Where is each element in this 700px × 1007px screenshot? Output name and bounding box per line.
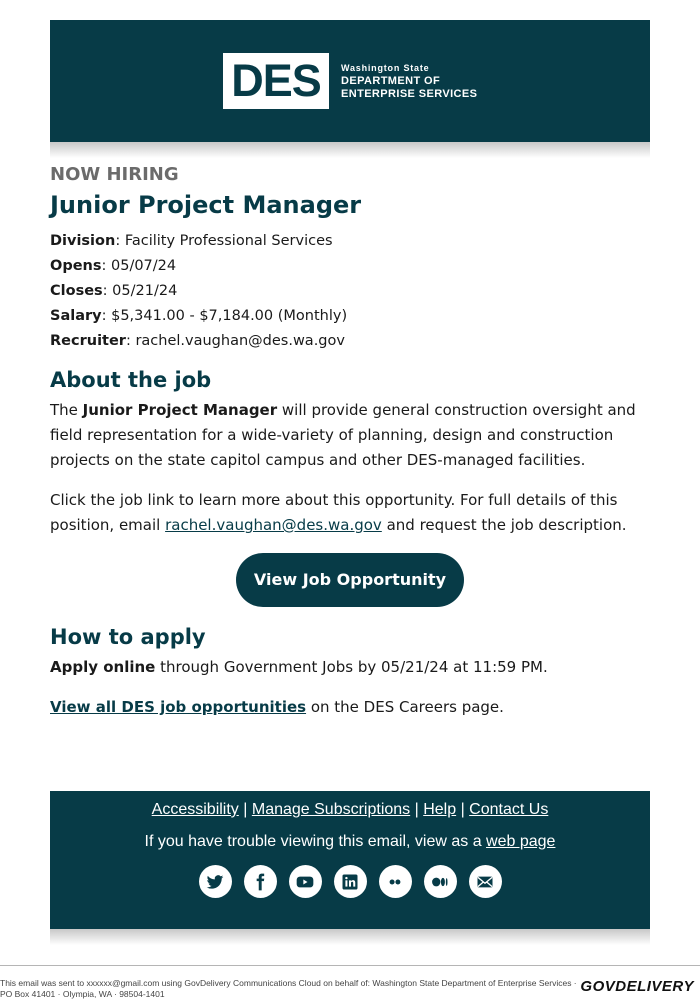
careers-paragraph (50, 695, 650, 720)
footer-separator: | (456, 801, 470, 818)
main-content (50, 160, 650, 735)
detail-label: Opens (50, 258, 102, 274)
footer-shadow (50, 929, 650, 945)
all-jobs-link[interactable]: View all DES job opportunities (50, 698, 307, 716)
detail-label: Division (50, 233, 116, 249)
detail-division (50, 229, 650, 254)
about-paragraph (50, 398, 650, 473)
detail-opens (50, 254, 650, 279)
web-version-message (50, 833, 650, 851)
agency-line-2: DEPARTMENT OF (341, 75, 441, 87)
linkedin-icon[interactable] (334, 865, 367, 898)
detail-label: Salary (50, 308, 102, 324)
govdelivery-logo: GOVDELIVERY (580, 978, 694, 995)
contact-us-link[interactable]: Contact Us (469, 801, 549, 818)
about-text-post: will provide general construction oversight and field representation for a wide-variety of planning, design and construction projects on the state capitol campus and other DES-managed facilities. (50, 401, 636, 469)
details-paragraph (50, 488, 650, 538)
youtube-icon[interactable] (289, 865, 322, 898)
help-link[interactable]: Help (423, 801, 457, 818)
detail-label: Recruiter (50, 333, 126, 349)
recruiter-email-link[interactable]: rachel.vaughan@des.wa.gov (165, 516, 382, 534)
job-title: Junior Project Manager (50, 191, 362, 219)
accessibility-link[interactable]: Accessibility (151, 801, 239, 818)
now-hiring-kicker: NOW HIRING (50, 164, 179, 185)
job-details (50, 229, 650, 354)
details-text-pre: Click the job link to learn more about this opportunity. For full details of this position, email (50, 491, 618, 534)
apply-online-text: Apply online (50, 658, 156, 676)
footer (50, 791, 650, 929)
details-text-post: and request the job description. (381, 516, 627, 534)
manage-subscriptions-link[interactable]: Manage Subscriptions (251, 801, 411, 818)
medium-icon[interactable] (424, 865, 457, 898)
detail-value: : $5,341.00 - $7,184.00 (Monthly) (101, 308, 348, 324)
detail-label: Closes (50, 283, 103, 299)
detail-value: : rachel.vaughan@des.wa.gov (125, 333, 345, 349)
apply-text-post: through Government Jobs by 05/21/24 at 11:59 PM. (155, 658, 548, 676)
agency-line-1: Washington State (341, 63, 430, 73)
footer-separator: | (238, 801, 252, 818)
cta-wrap (50, 553, 650, 611)
flickr-icon[interactable] (379, 865, 412, 898)
social-icons (50, 865, 650, 898)
careers-text-post: on the DES Careers page. (306, 698, 504, 716)
web-page-link[interactable]: web page (486, 833, 556, 850)
twitter-icon[interactable] (199, 865, 232, 898)
header-shadow (50, 142, 650, 158)
footer-links (50, 801, 650, 819)
detail-salary (50, 304, 650, 329)
detail-value: : 05/21/24 (102, 283, 178, 299)
footer-separator: | (410, 801, 424, 818)
des-logo: DES (223, 53, 329, 109)
detail-closes (50, 279, 650, 304)
legal-divider (0, 965, 700, 966)
email-icon[interactable] (469, 865, 502, 898)
web-version-text: If you have trouble viewing this email, view as a (144, 833, 487, 850)
about-text-pre: The (50, 401, 83, 419)
legal-notice: This email was sent to xxxxxx@gmail.com using GovDelivery Communications Cloud on behalf of: Washington State Department of Enterprise Services · PO Box 41401 · Olympia, WA · 98504-1401 (0, 978, 577, 999)
agency-name (341, 62, 477, 101)
detail-value: : Facility Professional Services (115, 233, 333, 249)
apply-heading: How to apply (50, 625, 206, 649)
apply-paragraph (50, 655, 650, 680)
view-job-opportunity-button[interactable]: View Job Opportunity (236, 553, 464, 607)
detail-recruiter (50, 329, 650, 354)
header-banner (50, 20, 650, 142)
agency-line-3: ENTERPRISE SERVICES (341, 88, 478, 100)
about-heading: About the job (50, 368, 212, 392)
about-job-title: Junior Project Manager (82, 401, 278, 419)
facebook-icon[interactable] (244, 865, 277, 898)
detail-value: : 05/07/24 (101, 258, 177, 274)
